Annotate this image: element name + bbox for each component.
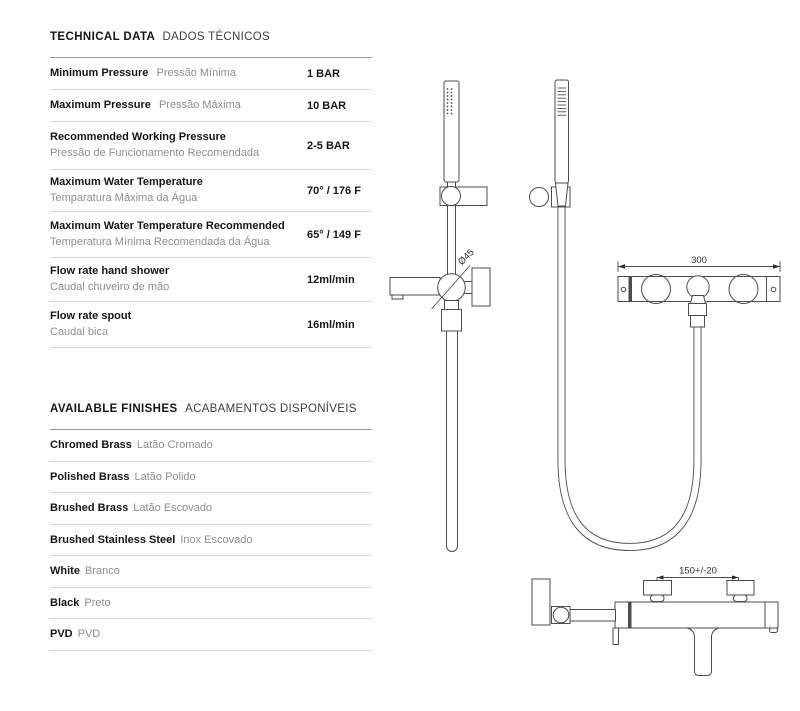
shower-hose-fill	[562, 205, 698, 547]
wall-escutcheon-right	[729, 275, 758, 304]
mixer-outlet-nut	[442, 310, 462, 332]
slider-knob	[442, 187, 461, 206]
finish-label-pt: PVD	[77, 628, 101, 641]
hose-connector-sleeve	[691, 316, 705, 328]
hose-outlet-stub	[613, 628, 619, 645]
spout	[390, 278, 440, 296]
bar-mixer-top-view-drawing	[532, 566, 778, 676]
spec-label-en: Minimum Pressure	[50, 66, 149, 79]
spec-value: 10 BAR	[307, 99, 347, 112]
available-finishes-title-en: AVAILABLE FINISHES	[50, 403, 178, 415]
spec-label-pt: Caudal chuveiro de mão	[50, 280, 170, 293]
handshower-side-view-drawing	[530, 80, 698, 547]
finish-label-pt: Latão Cromado	[136, 439, 213, 452]
bar-end-band-top	[628, 602, 632, 628]
spec-value: 1 BAR	[307, 67, 341, 80]
holder-knob	[530, 188, 549, 207]
finish-label-en: Brushed Brass	[50, 502, 129, 515]
mixer-bar-body-top	[615, 602, 765, 628]
spec-label-en: Recommended Working Pressure	[50, 130, 226, 143]
finish-label-en: Chromed Brass	[50, 439, 132, 452]
spec-label-pt: Caudal bica	[50, 325, 109, 338]
handle	[472, 268, 490, 306]
finish-label-en: White	[50, 565, 80, 578]
spec-value: 70° / 176 F	[307, 184, 361, 197]
holder-arm	[570, 610, 616, 622]
finish-label-en: Brushed Stainless Steel	[50, 533, 176, 546]
end-aerator-nub	[770, 628, 778, 633]
hose-connector-nut	[689, 304, 707, 316]
spec-label-en: Flow rate hand shower	[50, 264, 170, 277]
dim-inlet-spacing-label: 150+/-20	[679, 565, 717, 577]
spec-label-pt: Temperatura Mínima Recomendada da Água	[50, 235, 270, 248]
spec-label-pt: Pressão Mínima	[156, 66, 236, 79]
available-finishes-title-pt: ACABAMENTOS DISPONÍVEIS	[185, 403, 357, 415]
handshower-body-side	[555, 80, 569, 183]
screw-hole-left	[621, 287, 626, 292]
wall-escutcheon-left	[642, 275, 671, 304]
mixer-outlet-neck	[445, 301, 459, 310]
spec-value: 16ml/min	[307, 318, 355, 331]
finish-label-pt: Inox Escovado	[180, 533, 253, 546]
diverter-knob	[687, 276, 709, 298]
finish-label-pt: Branco	[84, 565, 120, 578]
bar-end-band	[629, 277, 633, 302]
spout-aerator	[392, 295, 403, 299]
finish-label-pt: Latão Polido	[134, 470, 196, 483]
finish-label-pt: Preto	[84, 596, 111, 609]
spec-label-en: Flow rate spout	[50, 309, 132, 322]
holder-knob-top	[553, 607, 569, 623]
inlet-nub-left	[651, 595, 665, 602]
bar-end-cap	[765, 602, 778, 628]
bath-spout-down	[687, 628, 719, 676]
finish-label-pt: Latão Escovado	[133, 502, 213, 515]
hose-connector-cone	[691, 296, 706, 304]
spec-value: 12ml/min	[307, 273, 355, 286]
technical-data-title-pt: DADOS TÉCNICOS	[162, 31, 270, 43]
spec-label-en: Maximum Pressure	[50, 98, 151, 111]
handshower-top-view	[532, 579, 550, 625]
finish-label-en: Black	[50, 596, 80, 609]
screw-hole-right	[771, 287, 776, 292]
spec-label-pt: Pressão de Funcionamento Recomendada	[50, 146, 260, 159]
spec-label-pt: Pressão Máxima	[158, 98, 241, 111]
finish-label-en: Polished Brass	[50, 470, 130, 483]
handshower-taper	[556, 183, 569, 206]
technical-data-title-en: TECHNICAL DATA	[50, 31, 155, 43]
dim-bar-width-label: 300	[691, 255, 707, 266]
spec-label-en: Maximum Water Temperature Recommended	[50, 219, 285, 232]
bar-mixer-front-view-drawing	[618, 255, 780, 327]
inlet-nub-right	[734, 595, 748, 602]
shower-hose-line	[562, 205, 698, 547]
inlet-fitting-right	[727, 581, 754, 596]
spec-label-en: Maximum Water Temperature	[50, 175, 203, 188]
spec-value: 65° / 149 F	[307, 228, 361, 241]
rail-front-view-drawing	[390, 81, 490, 552]
spec-value: 2-5 BAR	[307, 139, 350, 152]
finish-label-en: PVD	[50, 628, 73, 641]
dim-body-diameter-label: Ø45	[456, 247, 477, 268]
rail-hose	[447, 330, 458, 552]
spec-label-pt: Temparatura Máxima da Água	[50, 191, 198, 204]
inlet-fitting-left	[644, 581, 672, 596]
